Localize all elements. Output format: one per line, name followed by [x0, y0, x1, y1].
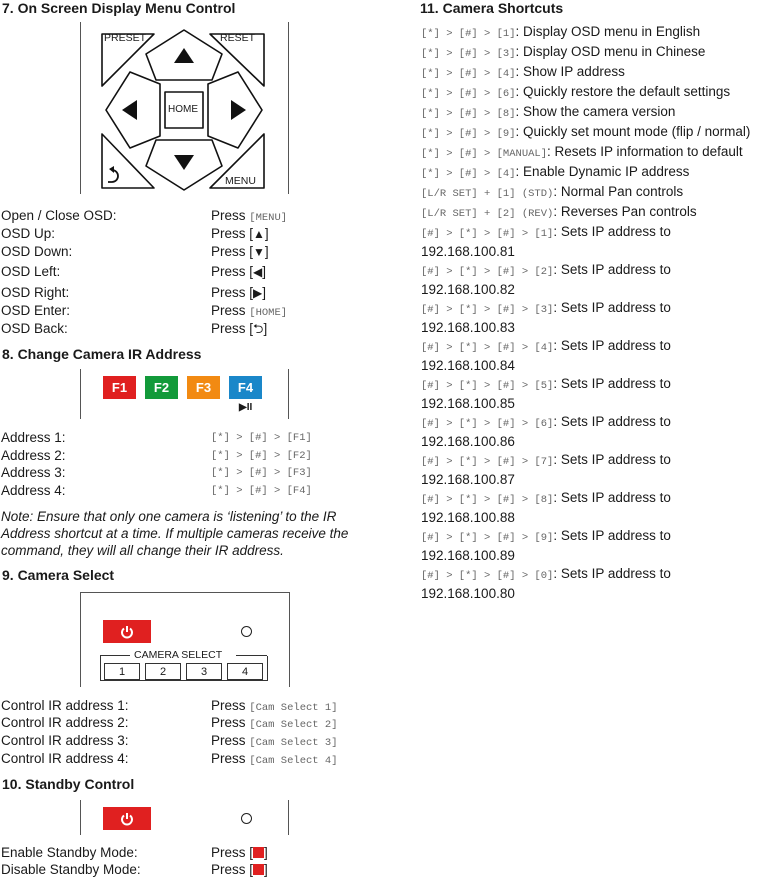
shortcut-item: [*] > [#] > [3]: Display OSD menu in Chinese — [421, 44, 706, 60]
ip-shortcut-item: [#] > [*] > [#] > [5]: Sets IP address to 192.168.100.85 — [421, 376, 671, 411]
up-arrow-icon — [174, 48, 194, 63]
ip-shortcut-item: [#] > [*] > [#] > [2]: Sets IP address to 192.168.100.82 — [421, 262, 671, 297]
standby-status-led — [241, 813, 252, 824]
camsel-row: Control IR address 2: — [1, 715, 129, 730]
osd-row: OSD Right: — [1, 285, 70, 300]
power-icon — [253, 847, 264, 858]
right-arrow-icon: ▶ — [253, 286, 263, 300]
ir-row: Address 1: — [1, 430, 66, 445]
ip-shortcut-item: [#] > [*] > [#] > [6]: Sets IP address to 192.168.100.86 — [421, 414, 671, 449]
f4-button[interactable]: F4 — [229, 376, 262, 399]
left-arrow-icon: ◀ — [253, 265, 263, 279]
ir-note: Note: Ensure that only one camera is ‘listening’ to the IR Address shortcut at a time. If multiple cameras receive the command, they will all change their IR address. — [1, 509, 349, 558]
status-led — [241, 626, 252, 637]
ir-heading: 8. Change Camera IR Address — [2, 346, 202, 362]
ir-panel-right-border — [288, 369, 289, 419]
osd-row: OSD Enter: — [1, 303, 71, 318]
ip-shortcut-item: [#] > [*] > [#] > [7]: Sets IP address to 192.168.100.87 — [421, 452, 671, 487]
osd-row: Open / Close OSD: — [1, 208, 117, 223]
ip-shortcut-item: [#] > [*] > [#] > [3]: Sets IP address to 192.168.100.83 — [421, 300, 671, 335]
ip-shortcut-item: [#] > [*] > [#] > [1]: Sets IP address to 192.168.100.81 — [421, 224, 671, 259]
shortcut-item: [*] > [#] > [4]: Show IP address — [421, 64, 625, 80]
standby-row: Enable Standby Mode: — [1, 845, 138, 860]
shortcut-item: [*] > [#] > [4]: Enable Dynamic IP address — [421, 164, 690, 180]
camsel-row: Control IR address 1: — [1, 698, 129, 713]
power-button[interactable] — [103, 620, 151, 643]
power-icon — [253, 864, 264, 875]
shortcut-item: [*] > [#] > [MANUAL]: Resets IP information to default — [421, 144, 743, 160]
shortcut-item: [L/R SET] + [1] (STD): Normal Pan controls — [421, 184, 684, 200]
camsel-row: Control IR address 4: — [1, 751, 129, 766]
f3-button[interactable]: F3 — [187, 376, 220, 399]
down-arrow-icon: ▼ — [253, 245, 265, 259]
play-pause-icon: ▶II — [239, 402, 253, 413]
menu-code: [MENU] — [249, 212, 288, 224]
back-arrow-icon: ⮌ — [253, 321, 264, 336]
osd-row: OSD Left: — [1, 264, 61, 279]
ip-shortcut-item: [#] > [*] > [#] > [8]: Sets IP address to 192.168.100.88 — [421, 490, 671, 525]
standby-row: Disable Standby Mode: — [1, 862, 141, 877]
up-arrow-icon: ▲ — [253, 227, 265, 241]
ir-row: Address 4: — [1, 483, 66, 498]
cam-select-3-button[interactable]: 3 — [186, 663, 222, 680]
ip-shortcut-item: [#] > [*] > [#] > [9]: Sets IP address to 192.168.100.89 — [421, 528, 671, 563]
shortcut-item: [*] > [#] > [1]: Display OSD menu in English — [421, 24, 701, 40]
power-icon — [120, 625, 134, 639]
cam-select-4-button[interactable]: 4 — [227, 663, 263, 680]
standby-heading: 10. Standby Control — [2, 776, 135, 792]
down-arrow-icon — [174, 155, 194, 170]
shortcut-item: [*] > [#] > [8]: Show the camera version — [421, 104, 676, 120]
osd-heading: 7. On Screen Display Menu Control — [2, 0, 236, 16]
right-arrow-icon — [231, 100, 246, 120]
standby-power-button[interactable] — [103, 807, 151, 830]
osd-panel-left-border — [80, 22, 81, 194]
osd-row: OSD Up: — [1, 226, 56, 241]
ip-shortcut-item: [#] > [*] > [#] > [0]: Sets IP address to 192.168.100.80 — [421, 566, 671, 601]
power-icon — [120, 812, 134, 826]
cam-select-1-button[interactable]: 1 — [104, 663, 140, 680]
osd-row: OSD Back: — [1, 321, 68, 336]
osd-row: OSD Down: — [1, 244, 73, 259]
camsel-row: Control IR address 3: — [1, 733, 129, 748]
camera-select-label: CAMERA SELECT — [134, 649, 223, 661]
shortcuts-list — [421, 23, 777, 603]
reset-label: RESET — [220, 32, 256, 44]
home-code: [HOME] — [249, 307, 288, 319]
ir-panel-left-border — [80, 369, 81, 419]
camsel-heading: 9. Camera Select — [2, 567, 115, 583]
cam-select-2-button[interactable]: 2 — [145, 663, 181, 680]
left-arrow-icon — [122, 100, 137, 120]
standby-panel-right-border — [288, 800, 289, 835]
ir-row: Address 3: — [1, 465, 66, 480]
osd-panel-right-border — [288, 22, 289, 194]
ir-row: Address 2: — [1, 448, 66, 463]
f1-button[interactable]: F1 — [103, 376, 136, 399]
f2-button[interactable]: F2 — [145, 376, 178, 399]
shortcut-item: [*] > [#] > [6]: Quickly restore the default settings — [421, 84, 731, 100]
standby-panel-left-border — [80, 800, 81, 835]
shortcut-item: [*] > [#] > [9]: Quickly set mount mode (flip / normal) — [421, 124, 751, 140]
shortcut-item: [L/R SET] + [2] (REV): Reverses Pan controls — [421, 204, 697, 220]
home-label: HOME — [168, 104, 198, 115]
menu-label: MENU — [225, 175, 256, 187]
preset-label: PRESET — [104, 32, 147, 44]
shortcuts-heading: 11. Camera Shortcuts — [420, 0, 564, 16]
ip-shortcut-item: [#] > [*] > [#] > [4]: Sets IP address to 192.168.100.84 — [421, 338, 671, 373]
